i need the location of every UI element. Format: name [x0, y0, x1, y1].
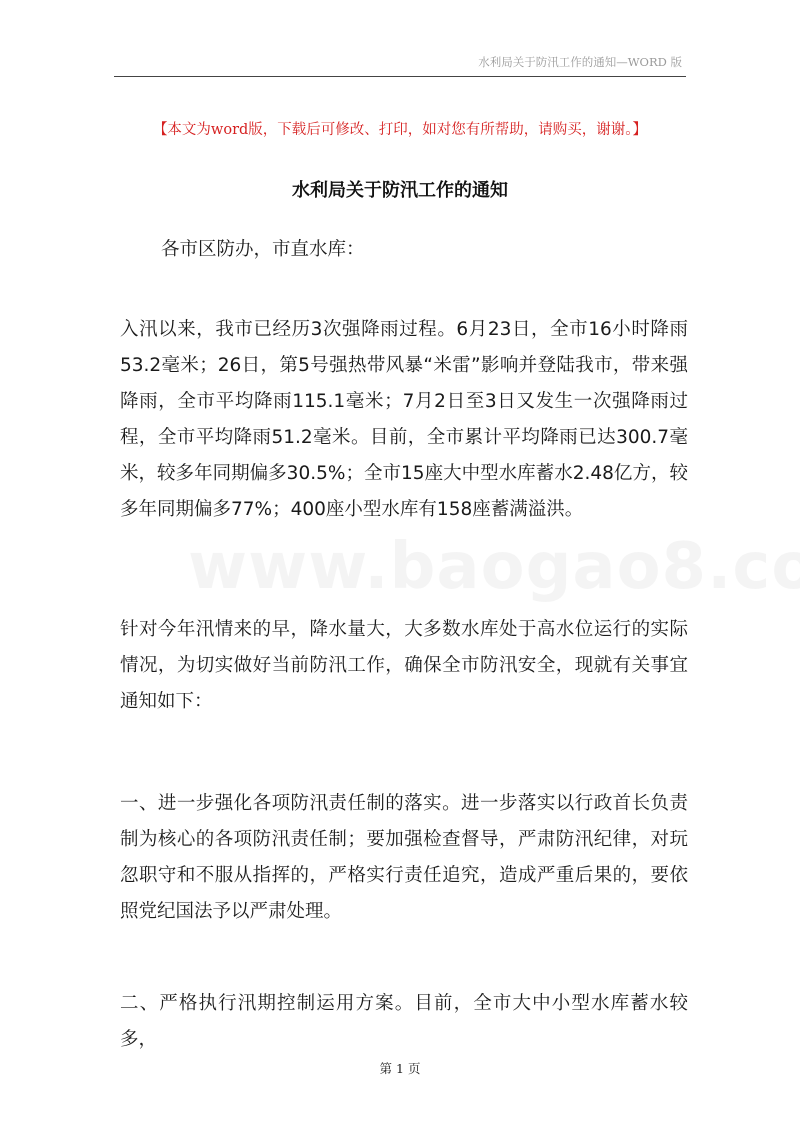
- document-title: 水利局关于防汛工作的通知: [292, 180, 508, 201]
- watermark: [188, 530, 800, 604]
- download-notice: 【本文为word版，下载后可修改、打印，如对您有所帮助，请购买，谢谢。】: [152, 122, 648, 138]
- running-header: 水利局关于防汛工作的通知—WORD 版: [478, 55, 682, 69]
- paragraph-item-one: 一、进一步强化各项防汛责任制的落实。进一步落实以行政首长负责制为核心的各项防汛责任制；要加强检查督导，严肃防汛纪律，对玩忽职守和不服从指挥的，严格实行责任追究，造成严重后果的，要依照党纪国法予以严肃处理。: [120, 793, 688, 922]
- paragraph-rainfall-summary: 入汛以来，我市已经历3次强降雨过程。6月23日，全市16小时降雨53.2毫米；26日，第5号强热带风暴“米雷”影响并登陆我市，带来强降雨，全市平均降雨115.1毫米；7月2日至3日又发生一次强降雨过程，全市平均降雨51.2毫米。目前，全市累计平均降雨已达300.7毫米，较多年同期偏多30.5%；全市15座大中型水库蓄水2.48亿方，较多年同期偏多77%；400座小型水库有158座蓄满溢洪。: [120, 319, 688, 520]
- paragraph-context: 针对今年汛情来的早，降水量大，大多数水库处于高水位运行的实际情况，为切实做好当前防汛工作，确保全市防汛安全，现就有关事宜通知如下：: [120, 619, 688, 712]
- header-divider: [114, 76, 686, 77]
- page-number: 第 1 页: [379, 1061, 421, 1076]
- greeting: 各市区防办，市直水库：: [161, 239, 365, 260]
- paragraph-item-two: 二、严格执行汛期控制运用方案。目前，全市大中小型水库蓄水较多，: [120, 993, 688, 1050]
